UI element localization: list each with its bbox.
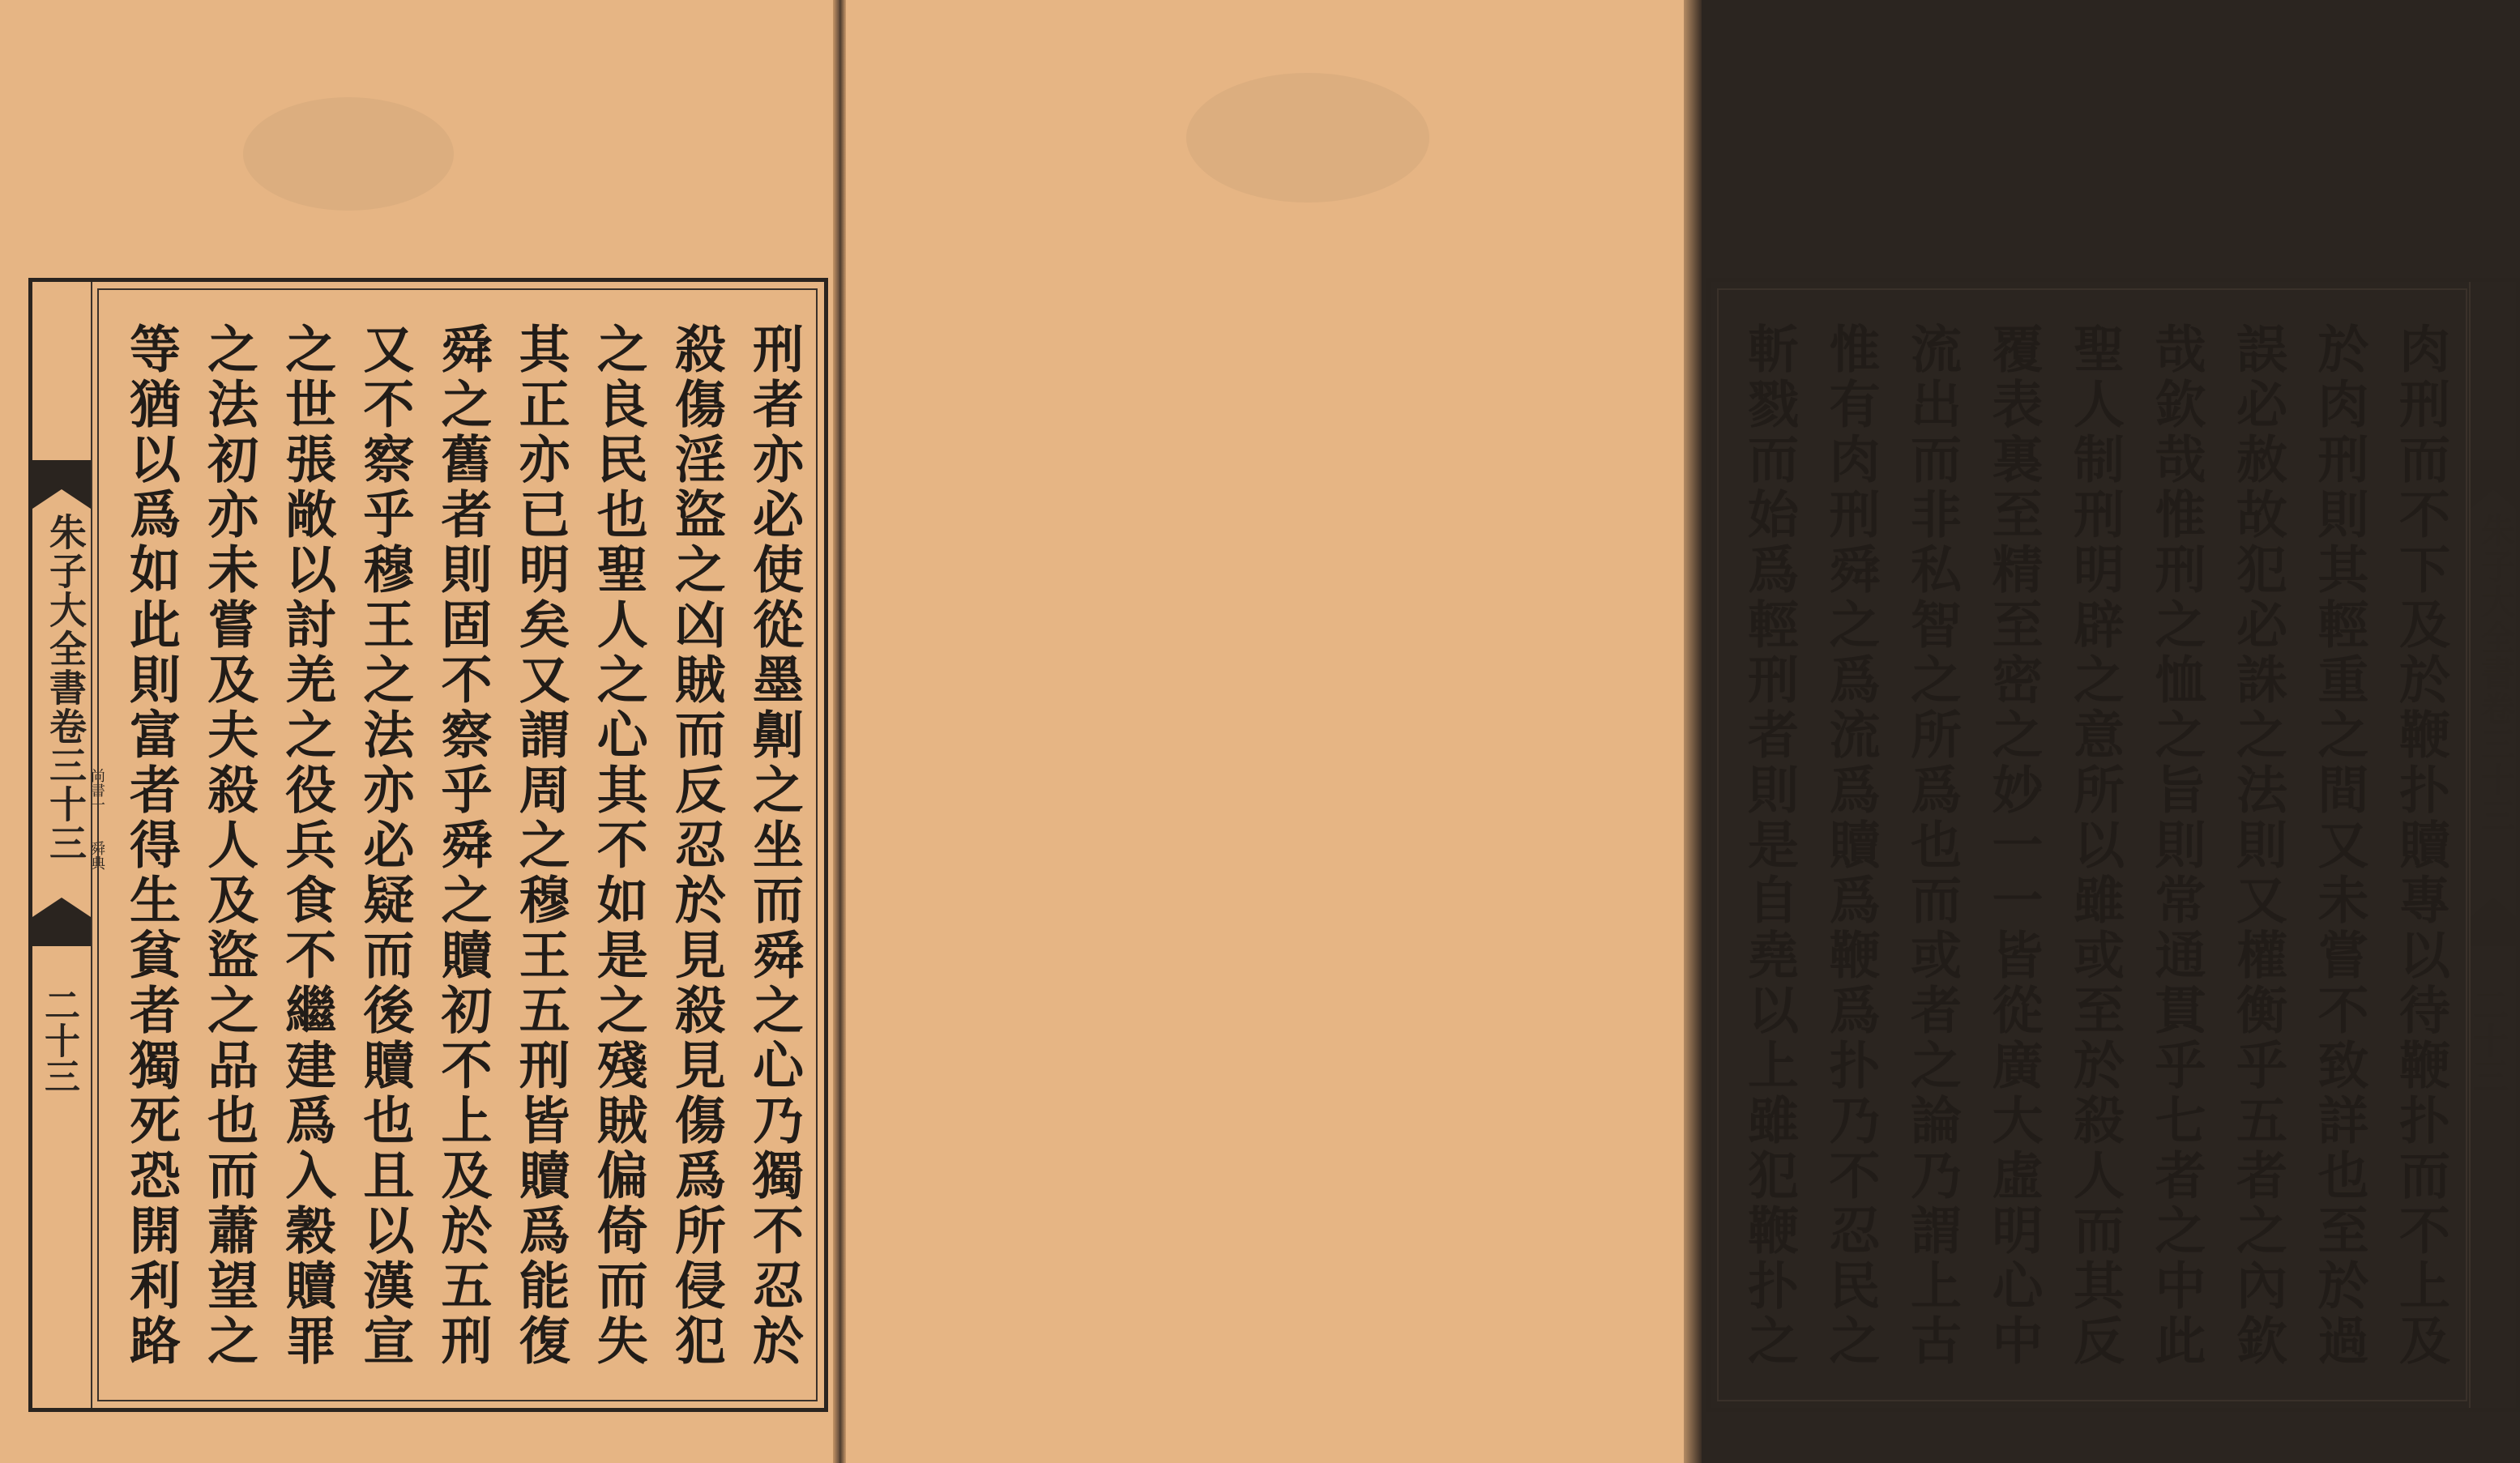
left-text-frame: [28, 278, 828, 1412]
text-column: 其正亦已明矣又謂周之穆王五刑皆贖爲能復: [510, 322, 571, 1369]
text-column: 等猶以爲如此則富者得生貧者獨死恐開利路: [122, 322, 182, 1369]
fish-tail-bottom: [32, 898, 91, 946]
text-column: 舜之舊者則固不察乎舜之贖初不上及於五刑: [433, 322, 493, 1369]
text-column: 肉刑而不下及於鞭扑贖專以待鞭扑而不上及: [2391, 322, 2451, 1369]
text-column: 流出而非私智之所爲也而或者之論乃謂上古: [1903, 322, 1963, 1369]
paper-stain: [243, 97, 454, 211]
fish-tail-bottom: [2471, 898, 2516, 946]
book-gutter: [833, 0, 846, 1463]
text-column: 斬戮而始爲輕刑者則是自堯以上雖犯鞭扑之: [1740, 322, 1800, 1369]
text-column: 覆表裏至精至密之妙一一皆從廣大虛明心中: [1984, 322, 2044, 1369]
text-column: 殺傷淫盜之凶賊而反忍於見殺見傷爲所侵犯: [666, 322, 727, 1369]
left-margin-strip: [32, 282, 92, 1408]
right-book-title: 朱子大全書卷三十三: [2476, 513, 2516, 834]
page-edge: [1684, 0, 1702, 1463]
text-column: 又不察乎穆王之法亦必疑而後贖也且以漢宣: [355, 322, 416, 1369]
left-text-columns: [112, 322, 805, 1384]
left-page: [0, 0, 833, 1463]
text-column: 惟有肉刑舜之爲流爲贖爲鞭爲扑乃不忍民之: [1821, 322, 1881, 1369]
right-text-columns: [1730, 322, 2451, 1384]
left-folio-number: 二十三: [38, 987, 79, 1094]
left-section-label: 舜典: [88, 841, 105, 870]
text-column: 刑者亦必使從墨劓之坐而舜之心乃獨不忍於: [745, 322, 805, 1369]
text-column: 聖人制刑明辟之意所以雖或至於殺人而其反: [2065, 322, 2125, 1369]
text-column: 誤必赦故犯必誅之法則又權衡乎五者之內欽: [2228, 322, 2288, 1369]
right-text-frame: [1706, 278, 2520, 1412]
fish-tail-top: [32, 460, 91, 509]
text-column: 之世張敞以討羌之役兵食不繼建爲入穀贖罪: [277, 322, 338, 1369]
text-column: 之良民也聖人之心其不如是之殘賊偏倚而失: [588, 322, 649, 1369]
left-chapter-label: 尚書一: [88, 768, 105, 812]
text-column: 於肉刑則其輕重之間又未嘗不致詳也至於過: [2309, 322, 2370, 1369]
right-folio-number: 二十三: [2467, 987, 2508, 1094]
text-column: 哉欽哉惟刑之恤之旨則常通貫乎七者之中此: [2146, 322, 2207, 1369]
left-book-title: 朱子大全書卷三十三: [44, 513, 88, 863]
right-page: [846, 0, 2516, 1463]
fish-tail-top: [2471, 460, 2516, 509]
paper-stain: [1186, 73, 1429, 203]
left-text-area: [97, 288, 818, 1401]
text-column: 之法初亦未嘗及夫殺人及盜之品也而蕭望之: [199, 322, 260, 1369]
right-text-area: [1717, 288, 2467, 1401]
right-margin-strip: [2469, 282, 2516, 1408]
